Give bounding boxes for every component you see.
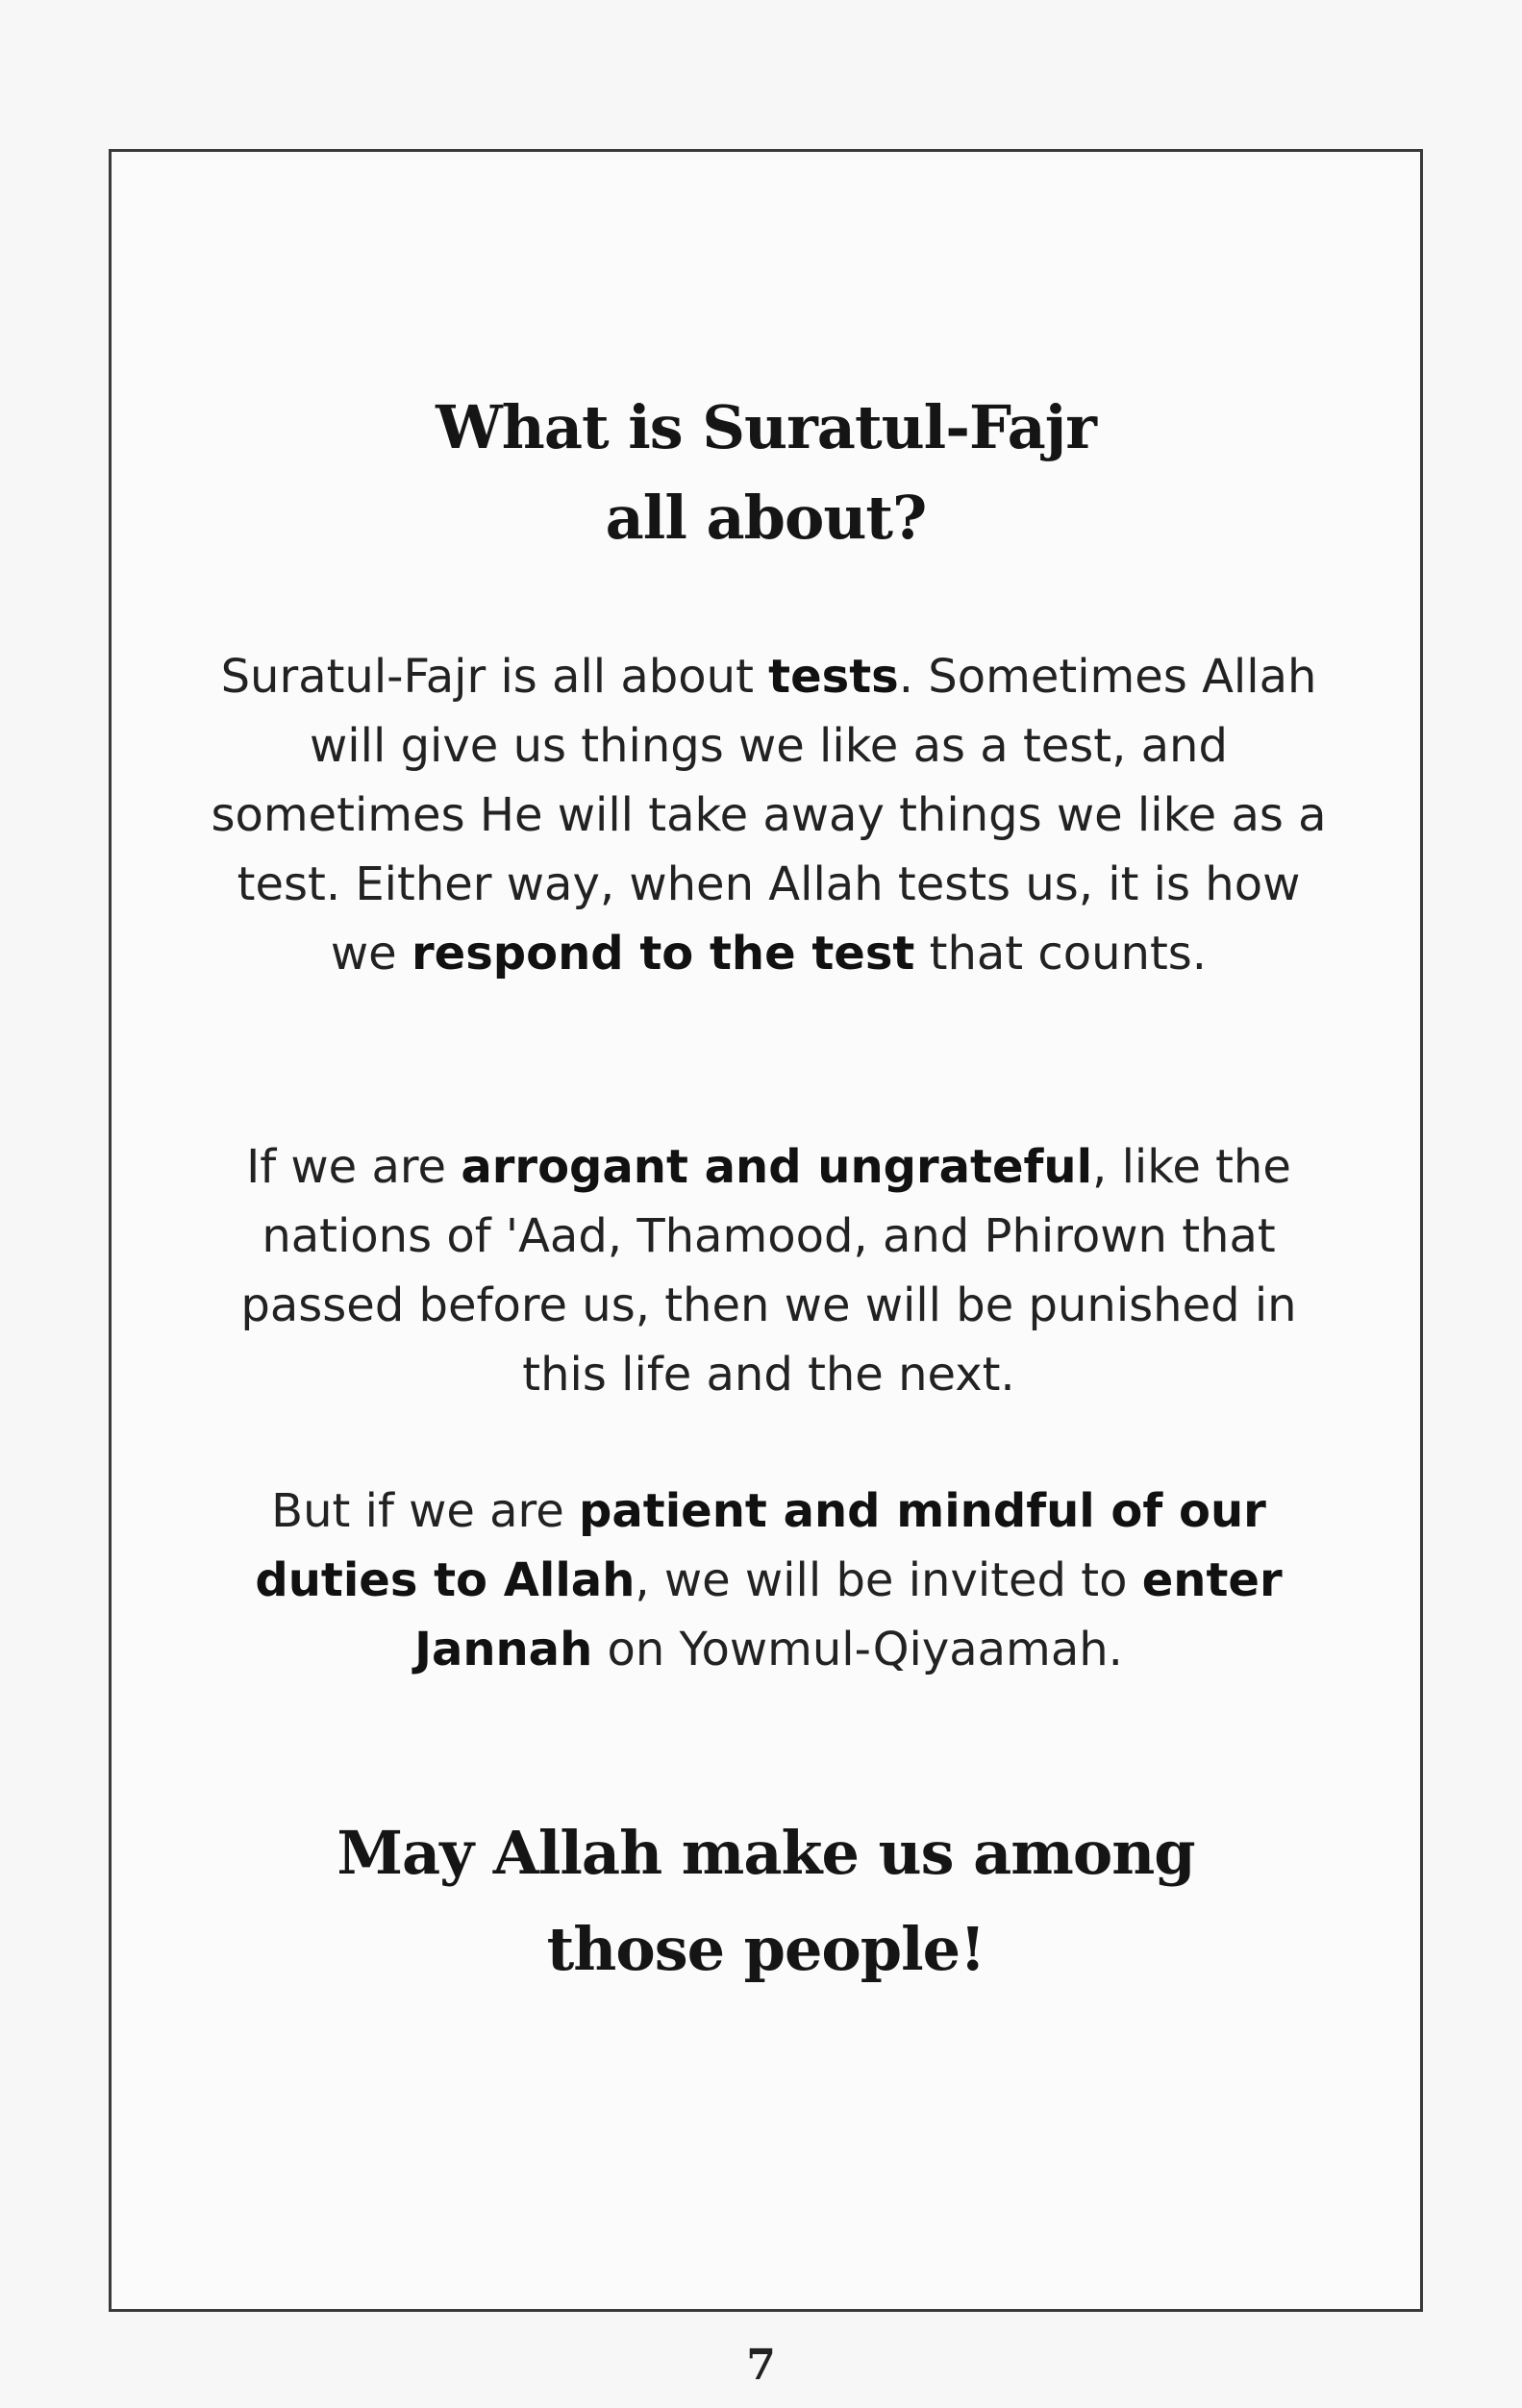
page-title xyxy=(112,383,1420,563)
emphasis-text: tests xyxy=(768,650,899,704)
emphasis-text: patient and mindful of our duties to Allah xyxy=(255,1484,1266,1607)
emphasis-text: enter Jannah xyxy=(414,1553,1283,1676)
paragraph-text: , like the nations of 'Aad, Thamood, and Phirown that passed before us, then we will be punished in this life and the next. xyxy=(240,1140,1297,1402)
paragraph-text: . Sometimes Allah will give us things we like as a test, and sometimes He will take away things we like as a test. Either way, when Allah tests us, it is how we xyxy=(211,650,1327,981)
page-number: 7 xyxy=(746,2341,776,2390)
paragraph-patient xyxy=(198,1477,1339,1684)
emphasis-text: respond to the test xyxy=(411,927,915,981)
closing-line-1: May Allah make us among xyxy=(337,1818,1195,1888)
emphasis-text: arrogant and ungrateful xyxy=(461,1140,1093,1194)
paragraph-text: Suratul-Fajr is all about xyxy=(220,650,769,704)
page-border-frame xyxy=(109,149,1423,2312)
paragraph-text: But if we are xyxy=(271,1484,580,1538)
paragraph-text: that counts. xyxy=(914,927,1208,981)
paragraph-text: If we are xyxy=(246,1140,462,1194)
paragraph-tests xyxy=(198,642,1339,988)
title-line-1: What is Suratul-Fajr xyxy=(436,392,1096,462)
closing-heading xyxy=(112,1805,1420,1998)
paragraph-arrogant xyxy=(198,1132,1339,1409)
title-line-2: all about? xyxy=(605,483,927,553)
paragraph-text: on Yowmul-Qiyaamah. xyxy=(592,1623,1123,1676)
closing-line-2: those people! xyxy=(546,1914,986,1984)
paragraph-text: , we will be invited to xyxy=(635,1553,1142,1607)
